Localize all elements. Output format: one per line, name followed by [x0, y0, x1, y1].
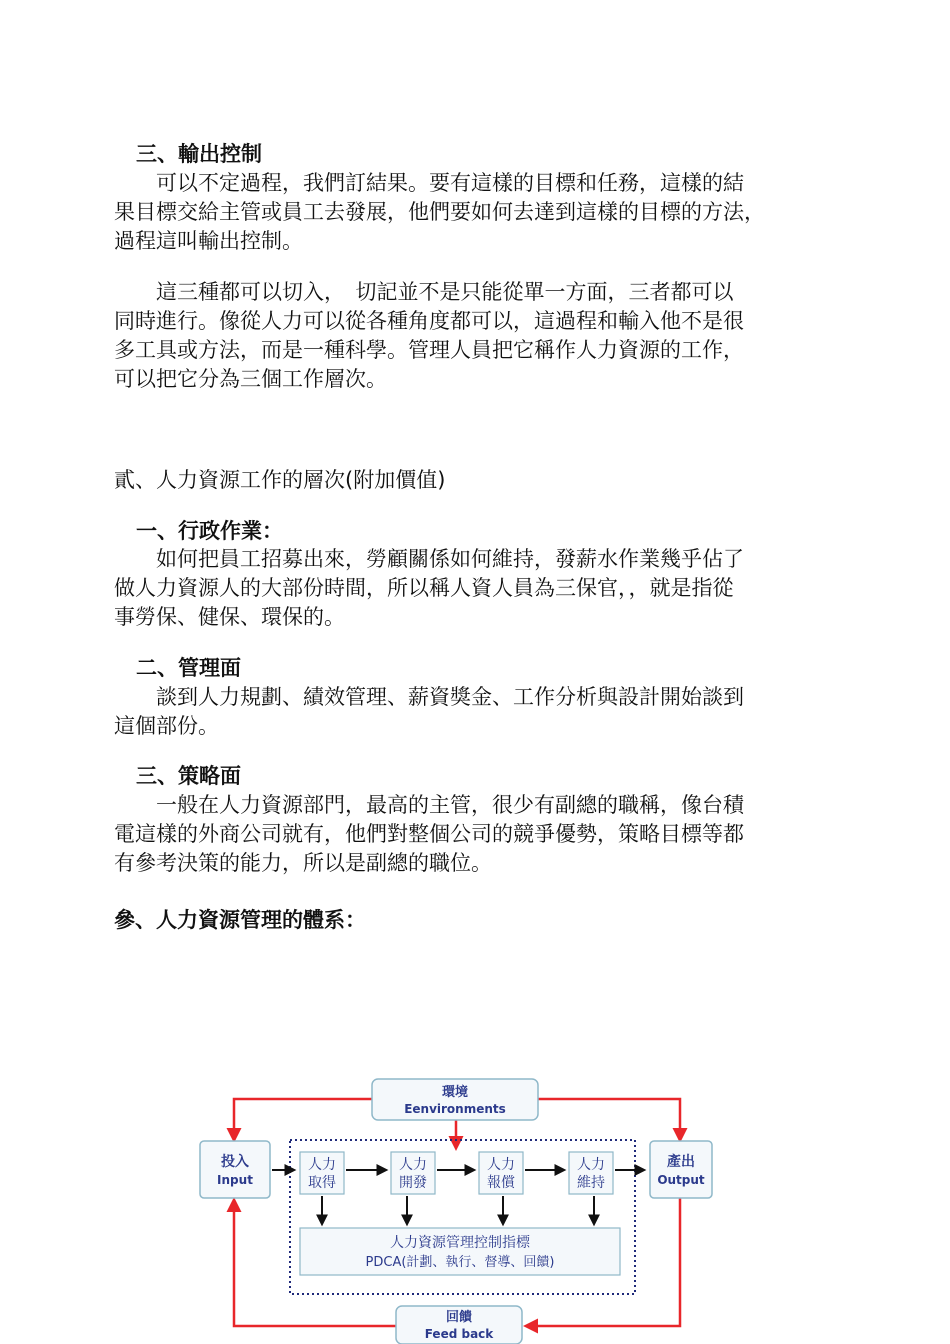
input-label-en: Input	[217, 1173, 253, 1187]
step-box-acquire	[300, 1152, 344, 1194]
environment-to-output-arrow	[538, 1099, 680, 1140]
text-line: 同時進行。像從人力可以從各種角度都可以，這過程和輸入他不是很	[114, 309, 744, 333]
step-label-top: 人力	[487, 1157, 515, 1173]
control-label-line1: 人力資源管理控制指標	[390, 1235, 530, 1251]
step-label-top: 人力	[399, 1157, 427, 1173]
text-line: 這個部份。	[114, 714, 219, 738]
environment-label-en: Eenvironments	[404, 1102, 506, 1116]
section-title-levels: 貳、人力資源工作的層次(附加價值)	[114, 468, 446, 492]
step-label-bottom: 取得	[308, 1175, 336, 1191]
text-line: 電這樣的外商公司就有，他們對整個公司的競爭優勢，策略目標等都	[114, 822, 744, 846]
input-label-zh: 投入	[221, 1154, 249, 1170]
heading-management: 二、管理面	[136, 655, 241, 680]
text-line: 可以不定過程，我們訂結果。要有這樣的目標和任務，這樣的結	[114, 171, 744, 195]
step-label-bottom: 維持	[577, 1175, 605, 1191]
text-line: 這三種都可以切入， 切記並不是只能從單一方面，三者都可以	[114, 280, 734, 304]
text-line: 果目標交給主管或員工去發展，他們要如何去達到這樣的目標的方法，	[114, 200, 765, 224]
step-label-bottom: 報償	[487, 1175, 515, 1191]
step-label-top: 人力	[577, 1157, 605, 1173]
text-line: 如何把員工招募出來，勞顧關係如何維持，發薪水作業幾乎佔了	[114, 547, 744, 571]
output-box	[650, 1141, 712, 1198]
input-box	[200, 1141, 270, 1198]
text-line: 做人力資源人的大部份時間，所以稱人資人員為三保官，，就是指從	[114, 576, 734, 600]
step-box-develop	[391, 1152, 435, 1194]
output-label-en: Output	[657, 1173, 705, 1187]
section-title-system: 參、人力資源管理的體系：	[114, 908, 366, 932]
feedback-label-en: Feed back	[424, 1327, 494, 1341]
text-line: 事勞保、健保、環保的。	[114, 605, 345, 629]
step-label-bottom: 開發	[399, 1175, 427, 1191]
text-line: 談到人力規劃、績效管理、薪資獎金、工作分析與設計開始談到	[114, 685, 744, 709]
step-box-reward	[479, 1152, 523, 1194]
feedback-label-zh: 回饋	[445, 1310, 473, 1325]
step-box-maintain	[569, 1152, 613, 1194]
text-line: 過程這叫輸出控制。	[114, 229, 303, 253]
environment-label-zh: 環境	[441, 1085, 469, 1100]
control-indicator-box	[300, 1228, 620, 1275]
heading-strategy: 三、策略面	[136, 763, 241, 788]
environment-box	[372, 1079, 538, 1120]
control-label-line2: PDCA(計劃、執行、督導、回饋)	[365, 1255, 555, 1270]
text-line: 多工具或方法，而是一種科學。管理人員把它稱作人力資源的工作，	[114, 338, 744, 362]
text-line: 一般在人力資源部門，最高的主管，很少有副總的職稱，像台積	[114, 793, 744, 817]
heading-admin: 一、行政作業：	[136, 518, 283, 543]
environment-to-input-arrow	[234, 1099, 372, 1140]
text-line: 可以把它分為三個工作層次。	[114, 367, 387, 391]
output-label-zh: 產出	[667, 1154, 695, 1170]
heading-output-control: 三、輸出控制	[136, 141, 262, 166]
feedback-box	[396, 1306, 522, 1344]
text-line: 有參考決策的能力，所以是副總的職位。	[114, 851, 492, 875]
step-label-top: 人力	[308, 1157, 336, 1173]
